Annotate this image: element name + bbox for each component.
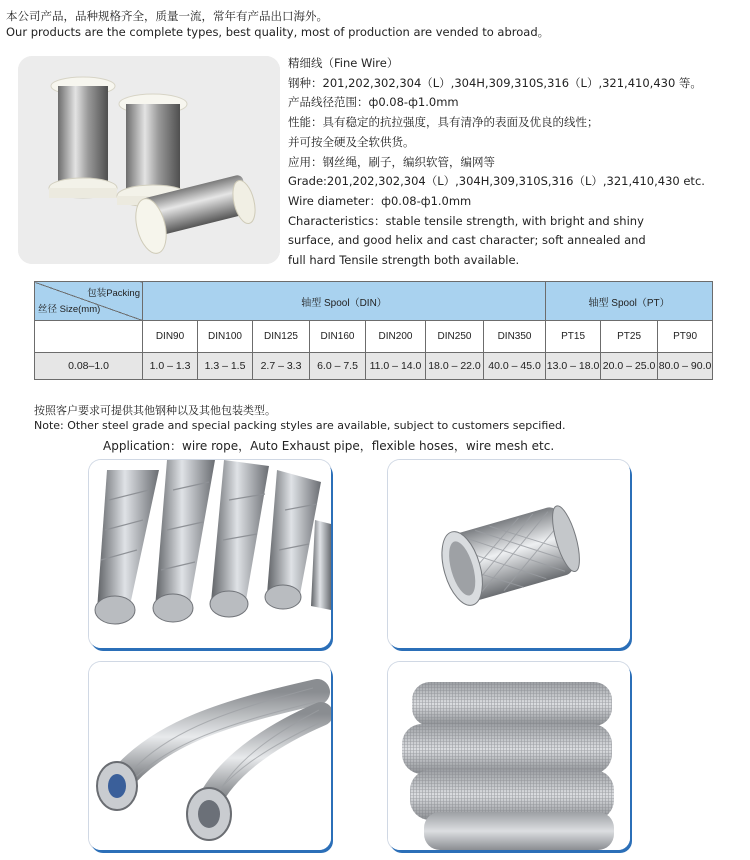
row-size-label: 0.08–1.0 [35, 353, 143, 380]
column-header: DIN200 [366, 321, 426, 353]
column-header: DIN250 [426, 321, 484, 353]
pt-group-header: 轴型 Spool（PT） [546, 282, 713, 321]
spec-grade-cn: 钢种：201,202,302,304（L）,304H,309,310S,316（L）,321,410,430 等。 [288, 75, 702, 90]
spec-grade-en: Grade:201,202,302,304（L）,304H,309,310S,316（L）,321,410,430 etc. [288, 174, 705, 189]
column-header: DIN90 [143, 321, 198, 353]
column-header: DIN350 [484, 321, 546, 353]
table-corner-cell [35, 282, 143, 321]
wire-mesh-photo [388, 662, 630, 850]
fine-wire-specifications [288, 54, 746, 271]
column-header: PT90 [658, 321, 713, 353]
spec-property-cn-1: 性能：具有稳定的抗拉强度，具有清净的表面及优良的线性； [288, 115, 599, 130]
wire-rope-photo [89, 460, 331, 648]
exhaust-pipe-photo [388, 460, 630, 648]
column-header: PT25 [601, 321, 658, 353]
table-cell: 80.0 – 90.0 [658, 353, 713, 380]
fine-wire-spools-photo [18, 56, 280, 264]
table-cell: 1.3 – 1.5 [198, 353, 253, 380]
spec-characteristics-2: surface, and good helix and cast character; soft annealed and [288, 233, 646, 248]
table-cell: 18.0 – 22.0 [426, 353, 484, 380]
flexible-hose-photo [89, 662, 331, 850]
din-group-header: 轴型 Spool（DIN） [143, 282, 546, 321]
spec-characteristics-3: full hard Tensile strength both available. [288, 253, 520, 268]
column-header: DIN160 [310, 321, 366, 353]
table-cell: 13.0 – 18.0 [546, 353, 601, 380]
table-cell: 20.0 – 25.0 [601, 353, 658, 380]
column-header: DIN125 [253, 321, 310, 353]
spec-diameter-cn: 产品线径范围：ф0.08-ф1.0mm [288, 95, 459, 110]
spec-application-cn: 应用：钢丝绳，刷子，编织软管，编网等 [288, 154, 495, 169]
note-cn: 按照客户要求可提供其他钢种以及其他包装类型。 [34, 404, 276, 417]
spec-property-cn-2: 并可按全硬及全软供货。 [288, 134, 415, 149]
application-caption: Application：wire rope，Auto Exhaust pipe，flexible hoses，wire mesh etc. [103, 439, 555, 453]
notes [34, 403, 566, 433]
intro-cn: 本公司产品，品种规格齐全，质量一流，常年有产品出口海外。 [6, 9, 328, 23]
spec-diameter-en: Wire diameter：ф0.08-ф1.0mm [288, 193, 472, 208]
intro [6, 8, 549, 40]
table-cell: 11.0 – 14.0 [366, 353, 426, 380]
table-header-row [35, 282, 713, 321]
table-cell: 6.0 – 7.5 [310, 353, 366, 380]
table-row [35, 353, 713, 380]
column-header: PT15 [546, 321, 601, 353]
spec-characteristics-1: Characteristics：stable tensile strength, with bright and shiny [288, 213, 644, 228]
table-cell: 40.0 – 45.0 [484, 353, 546, 380]
corner-size-label: 丝径 Size(mm) [38, 304, 101, 315]
packing-table [34, 281, 713, 380]
corner-packing-label: 包装Packing [87, 288, 140, 299]
note-en: Note: Other steel grade and special packing styles are available, subject to customers sepcified. [34, 419, 566, 432]
table-column-row [35, 321, 713, 353]
table-cell: 2.7 – 3.3 [253, 353, 310, 380]
intro-en: Our products are the complete types, best quality, most of production are vended to abroad。 [6, 25, 550, 39]
size-blank-cell [35, 321, 143, 353]
table-cell: 1.0 – 1.3 [143, 353, 198, 380]
spec-title: 精细线（Fine Wire） [288, 56, 399, 70]
column-header: DIN100 [198, 321, 253, 353]
